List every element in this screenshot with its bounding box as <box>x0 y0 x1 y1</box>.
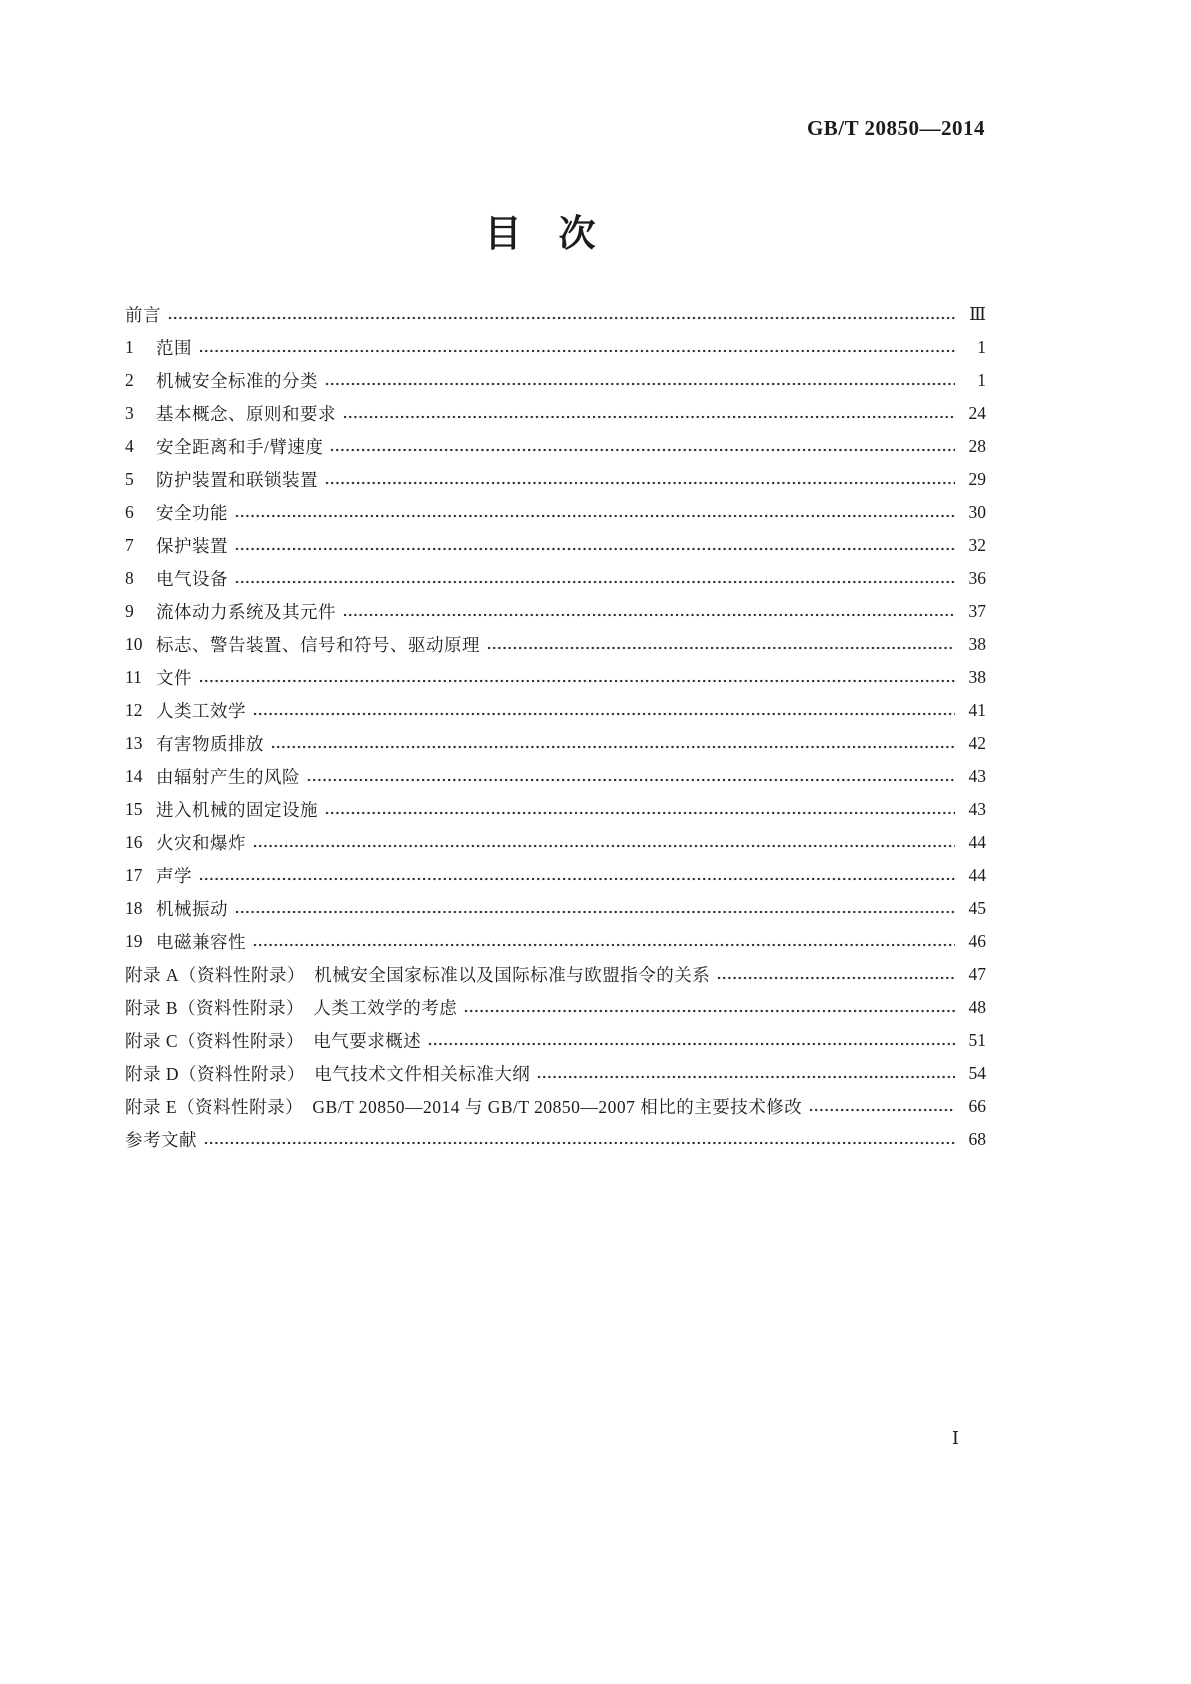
document-code: GB/T 20850—2014 <box>806 116 985 140</box>
toc-entry-label: 参考文献 <box>125 1130 197 1150</box>
toc-entry-label: 保护装置 <box>156 536 228 556</box>
toc-entry-page: 36 <box>968 568 986 588</box>
toc-entry <box>125 496 986 529</box>
toc-entry <box>125 1090 986 1123</box>
toc-entry-number: 8 <box>125 568 134 588</box>
toc-entry-label: 附录 B（资料性附录） 人类工效学的考虑 <box>125 998 458 1018</box>
toc-entry-label: 安全距离和手/臂速度 <box>156 437 324 457</box>
toc-entry-page: 30 <box>968 502 986 522</box>
toc-leader-dots <box>235 514 955 518</box>
toc-entry-label: 声学 <box>156 866 192 886</box>
toc-entry <box>125 331 986 364</box>
toc-entry-page: 46 <box>968 931 986 951</box>
toc-leader-dots <box>235 910 955 914</box>
toc-entry <box>125 364 986 397</box>
toc-leader-dots <box>487 646 955 650</box>
toc-entry-page: 51 <box>968 1030 986 1050</box>
toc-entry-number: 17 <box>125 865 143 885</box>
toc-entry <box>125 793 986 826</box>
toc-leader-dots <box>330 448 955 452</box>
toc-entry-label: 前言 <box>125 305 161 325</box>
toc-entry-page: 42 <box>968 733 986 753</box>
toc-entry-page: 1 <box>977 337 986 357</box>
toc-entry-label: 附录 E（资料性附录） GB/T 20850—2014 与 GB/T 20850—2007 相比的主要技术修改 <box>125 1097 803 1117</box>
toc-leader-dots <box>168 316 955 320</box>
toc-entry-page: 44 <box>968 832 986 852</box>
toc-entry-number: 19 <box>125 931 143 951</box>
toc-leader-dots <box>271 745 955 749</box>
toc-leader-dots <box>428 1042 955 1046</box>
toc-leader-dots <box>325 811 955 815</box>
toc-entry <box>125 958 986 991</box>
toc-entry <box>125 298 986 331</box>
toc-leader-dots <box>199 349 955 353</box>
toc-entry-label: 进入机械的固定设施 <box>156 800 318 820</box>
page-title: 目 次 <box>484 214 596 255</box>
toc-entry <box>125 727 986 760</box>
toc-entry-page: 43 <box>968 799 986 819</box>
toc-entry-number: 2 <box>125 370 134 390</box>
toc-leader-dots <box>717 976 955 980</box>
toc-entry-page: Ⅲ <box>969 304 986 324</box>
toc-entry-number: 14 <box>125 766 143 786</box>
toc-entry-label: 人类工效学 <box>156 701 246 721</box>
toc-entry-page: 45 <box>968 898 986 918</box>
toc-entry-page: 47 <box>968 964 986 984</box>
toc-entry-page: 44 <box>968 865 986 885</box>
toc-leader-dots <box>253 844 955 848</box>
toc-entry-page: 54 <box>968 1063 986 1083</box>
toc-leader-dots <box>253 712 955 716</box>
toc-entry-label: 附录 C（资料性附录） 电气要求概述 <box>125 1031 422 1051</box>
toc-entry <box>125 628 986 661</box>
toc-entry-page: 43 <box>968 766 986 786</box>
toc-entry-page: 1 <box>977 370 986 390</box>
toc-entry-label: 电气设备 <box>156 569 228 589</box>
toc-entry <box>125 397 986 430</box>
toc-entry <box>125 991 986 1024</box>
toc-entry <box>125 826 986 859</box>
toc-entry-page: 68 <box>968 1129 986 1149</box>
toc-leader-dots <box>235 547 955 551</box>
toc-entry-label: 有害物质排放 <box>156 734 264 754</box>
toc-entry-label: 标志、警告装置、信号和符号、驱动原理 <box>156 635 480 655</box>
toc-entry-number: 18 <box>125 898 143 918</box>
toc-list <box>125 298 986 1156</box>
toc-entry-label: 流体动力系统及其元件 <box>156 602 336 622</box>
toc-entry-number: 13 <box>125 733 143 753</box>
toc-entry-label: 防护装置和联锁装置 <box>156 470 318 490</box>
toc-entry-label: 附录 D（资料性附录） 电气技术文件相关标准大纲 <box>125 1064 531 1084</box>
toc-leader-dots <box>199 877 955 881</box>
toc-entry-number: 3 <box>125 403 134 423</box>
toc-entry <box>125 925 986 958</box>
toc-entry-number: 16 <box>125 832 143 852</box>
toc-entry-page: 48 <box>968 997 986 1017</box>
toc-entry-page: 32 <box>968 535 986 555</box>
toc-entry-number: 11 <box>125 667 142 687</box>
toc-entry <box>125 430 986 463</box>
toc-leader-dots <box>204 1141 955 1145</box>
toc-entry-label: 由辐射产生的风险 <box>156 767 300 787</box>
folio-page-number: Ⅰ <box>951 1428 959 1448</box>
toc-entry-label: 机械安全标准的分类 <box>156 371 318 391</box>
toc-entry-page: 28 <box>968 436 986 456</box>
toc-leader-dots <box>199 679 955 683</box>
toc-entry-number: 6 <box>125 502 134 522</box>
toc-entry-page: 29 <box>968 469 986 489</box>
toc-leader-dots <box>809 1108 955 1112</box>
toc-entry <box>125 1024 986 1057</box>
toc-entry-label: 安全功能 <box>156 503 228 523</box>
toc-entry <box>125 859 986 892</box>
toc-entry-page: 38 <box>968 667 986 687</box>
toc-entry-label: 范围 <box>156 338 192 358</box>
toc-entry <box>125 1057 986 1090</box>
toc-entry-label: 电磁兼容性 <box>156 932 246 952</box>
toc-entry <box>125 892 986 925</box>
toc-entry <box>125 760 986 793</box>
toc-entry-number: 12 <box>125 700 143 720</box>
toc-leader-dots <box>325 481 955 485</box>
toc-entry <box>125 694 986 727</box>
toc-leader-dots <box>537 1075 955 1079</box>
toc-leader-dots <box>343 613 955 617</box>
toc-entry-number: 15 <box>125 799 143 819</box>
toc-entry <box>125 595 986 628</box>
toc-entry-page: 24 <box>968 403 986 423</box>
toc-leader-dots <box>343 415 955 419</box>
toc-entry-page: 66 <box>968 1096 986 1116</box>
toc-entry-number: 9 <box>125 601 134 621</box>
toc-entry <box>125 1123 986 1156</box>
toc-entry-number: 4 <box>125 436 134 456</box>
toc-entry <box>125 529 986 562</box>
toc-leader-dots <box>253 943 955 947</box>
toc-leader-dots <box>307 778 955 782</box>
toc-entry-page: 41 <box>968 700 986 720</box>
toc-leader-dots <box>235 580 955 584</box>
toc-entry <box>125 661 986 694</box>
toc-entry-number: 10 <box>125 634 143 654</box>
toc-entry-label: 火灾和爆炸 <box>156 833 246 853</box>
toc-leader-dots <box>325 382 955 386</box>
toc-entry-number: 1 <box>125 337 134 357</box>
toc-entry-label: 基本概念、原则和要求 <box>156 404 336 424</box>
toc-entry-number: 5 <box>125 469 134 489</box>
toc-entry-label: 文件 <box>156 668 192 688</box>
toc-entry-label: 机械振动 <box>156 899 228 919</box>
toc-entry-page: 38 <box>968 634 986 654</box>
toc-entry <box>125 562 986 595</box>
toc-leader-dots <box>464 1009 955 1013</box>
toc-entry <box>125 463 986 496</box>
toc-entry-number: 7 <box>125 535 134 555</box>
toc-entry-page: 37 <box>968 601 986 621</box>
toc-entry-label: 附录 A（资料性附录） 机械安全国家标准以及国际标准与欧盟指令的关系 <box>125 965 711 985</box>
